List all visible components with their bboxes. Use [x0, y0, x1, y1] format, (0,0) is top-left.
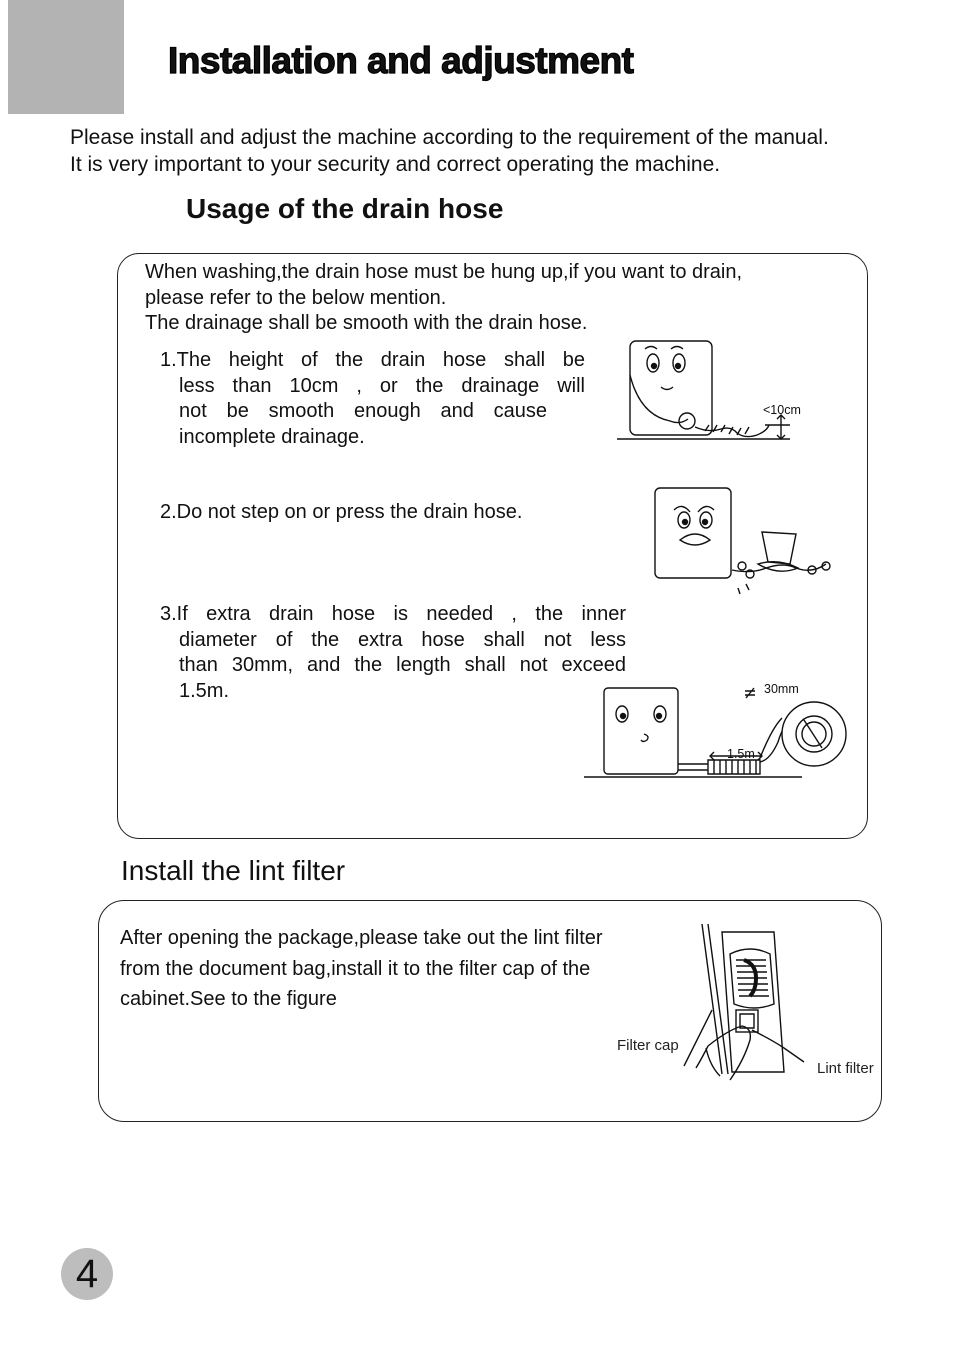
rule-line: 1.The height of the drain hose shall be [160, 349, 585, 371]
washer-body [655, 488, 731, 578]
rule-line: 1.5m. [179, 679, 230, 702]
diameter-label: 30mm [764, 682, 799, 696]
hose-height-figure [615, 335, 815, 447]
lint-text-line: After opening the package,please take out the lint filter [120, 927, 603, 949]
lint-text-line: cabinet.See to the figure [120, 988, 337, 1010]
drain-intro-line: The drainage shall be smooth with the drain hose. [145, 312, 588, 334]
lint-filter-text [120, 923, 680, 1015]
drain-intro-text [145, 260, 845, 337]
lint-filter-label: Lint filter [817, 1060, 874, 1077]
page-title: Installation and adjustment [168, 40, 634, 81]
intro-line: Please install and adjust the machine according to the requirement of the manual. [70, 126, 829, 149]
filter-cap-label: Filter cap [617, 1037, 679, 1054]
hose-cross-section [782, 702, 846, 766]
extra-hose-figure [582, 678, 852, 786]
height-limit-label: <10cm [763, 403, 801, 417]
drain-rule-3 [160, 602, 626, 704]
washer-body [604, 688, 678, 774]
intro-line: It is very important to your security and correct operating the machine. [70, 153, 721, 176]
drain-intro-line: please refer to the below mention. [145, 286, 447, 309]
lint-filter-heading: Install the lint filter [121, 855, 346, 886]
drain-hose-heading: Usage of the drain hose [186, 193, 504, 224]
lint-text-line: from the document bag,install it to the filter cap of the [120, 957, 591, 980]
rule-line: less than 10cm , or the drainage will [179, 374, 585, 397]
intro-paragraph [70, 124, 940, 178]
step-on-hose-figure [650, 484, 842, 599]
rule-line: not be smooth enough and cause [179, 400, 547, 422]
drain-rule-1 [160, 348, 585, 450]
drain-intro-line: When washing,the drain hose must be hung up,if you want to drain, [145, 261, 743, 283]
page-number: 4 [75, 1252, 99, 1296]
lint-filter-figure [612, 920, 882, 1095]
rule-line: 3.If extra drain hose is needed , the inner [160, 603, 626, 625]
rule-line: than 30mm, and the length shall not exceed [179, 654, 626, 676]
header-tab-decoration [8, 0, 124, 114]
drain-rule-2 [160, 500, 620, 526]
length-label: 1.5m [727, 747, 755, 761]
rule-line: incomplete drainage. [179, 425, 365, 448]
rule-line: diameter of the extra hose shall not less [179, 628, 626, 651]
rule-line: 2.Do not step on or press the drain hose. [160, 501, 523, 523]
